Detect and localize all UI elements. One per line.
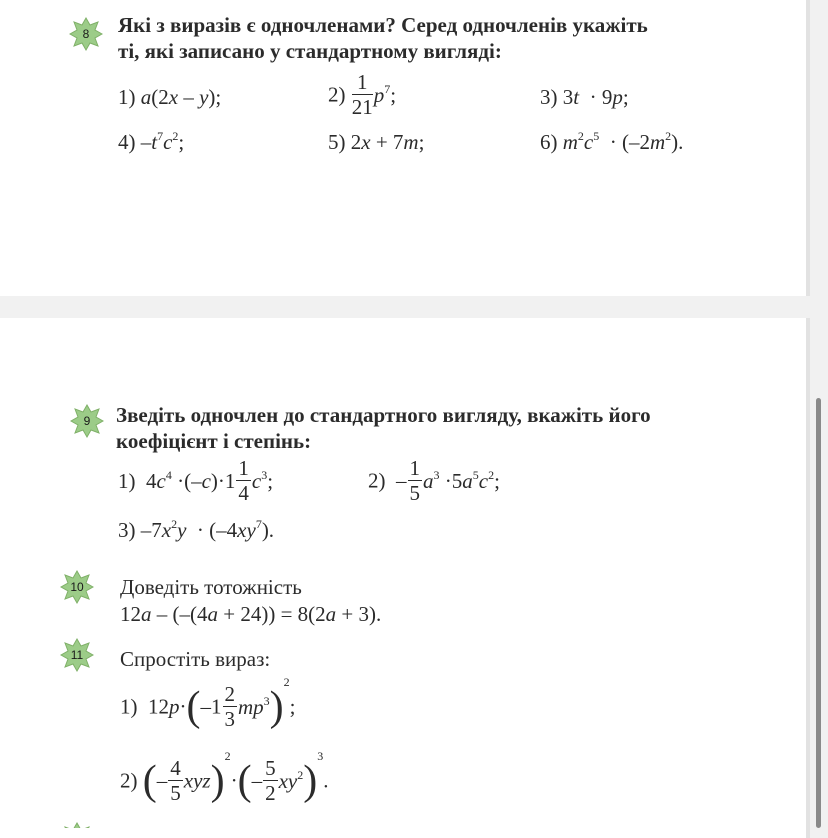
task-9-item-1: 1) $4c^4 \cdot(-c)\cdot 1$ $\frac{1}{4}$ $c^3$;	[118, 456, 274, 505]
task-9-prompt-line-1: Зведіть одночлен до стандартного вигляду, вкажіть його	[116, 403, 651, 427]
task-11-badge	[60, 638, 94, 672]
task-8-item-6: 6) $m^2c^5 \cdot (-2m^2)$.	[540, 129, 684, 154]
task-10-prompt: Доведіть тотожність	[120, 575, 302, 599]
task-9-item-2: 2) – $\frac{1}{5}$ $a^3 \cdot 5a^5c^2$;	[368, 456, 500, 505]
task-9-number: 9	[83, 414, 91, 428]
task-8-prompt-line-1: Які з виразів є одночленами? Серед одночленів укажіть	[118, 13, 648, 37]
task-11-item-1: 1) 12p·(–1 $\frac{2}{3}$ $mp^3)^2$;	[120, 675, 296, 732]
task-8-prompt-line-2: ті, які записано у стандартному вигляді:	[118, 39, 502, 63]
task-8-item-2: 2) $\frac{1}{21}$ $p^7$;	[328, 70, 397, 119]
scrollbar[interactable]	[816, 398, 821, 828]
task-8-item-5: 5) 2x + 7m;	[328, 130, 425, 154]
page-shadow	[806, 318, 810, 838]
task-8-item-1: 1) a(2x – y);	[118, 85, 222, 109]
task-10-number: 10	[70, 580, 84, 594]
task-9-prompt-line-2: коефіцієнт і степінь:	[116, 429, 312, 453]
task-9-badge	[70, 404, 104, 438]
task-10-badge	[60, 570, 94, 604]
task-8-item-4: 4) $-t^7c^2$;	[118, 129, 185, 154]
task-8-number: 8	[82, 27, 90, 41]
task-10-expression: 12a – (–(4a + 24)) = 8(2a + 3).	[120, 602, 382, 626]
task-11-prompt: Спростіть вираз:	[120, 647, 271, 671]
task-8-badge	[69, 17, 103, 51]
task-9-item-3: 3) $-7x^2y \cdot (-4xy^7)$.	[118, 517, 275, 542]
task-11-number: 11	[70, 648, 84, 662]
star-badge-icon	[60, 822, 94, 828]
task-11-item-2: 2) (– $\frac{4}{5}$ xyz)$^2$·(– $\frac{5}{2}$ $xy^2)^3$.	[120, 749, 329, 806]
page-1	[0, 0, 806, 296]
next-task-badge-partial	[60, 822, 94, 828]
page-shadow	[806, 0, 810, 296]
task-8-item-3: 3) 3t · 9p;	[540, 85, 629, 109]
